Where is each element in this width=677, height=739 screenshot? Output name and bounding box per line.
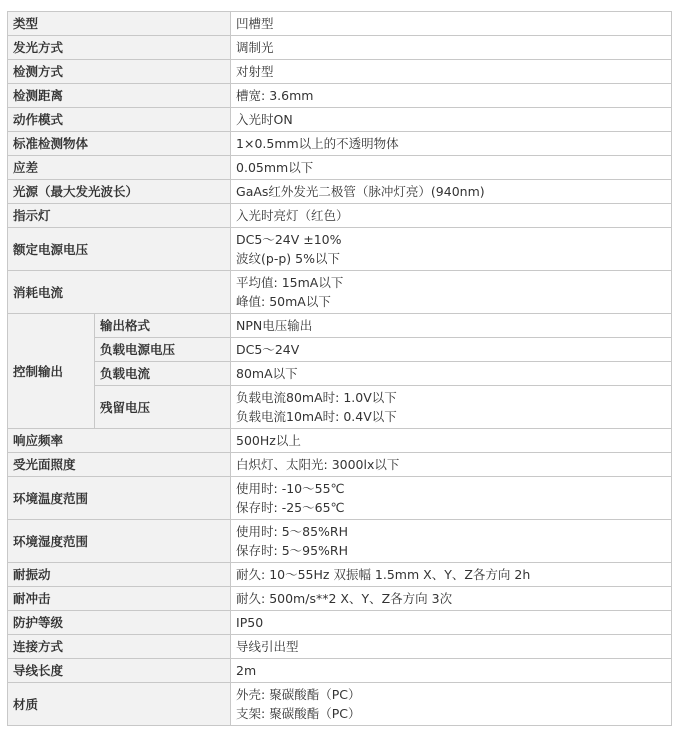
spec-value <box>231 271 672 314</box>
spec-label: 材质 <box>8 683 231 726</box>
spec-label: 负载电流 <box>95 362 231 386</box>
spec-value-line: 0.05mm以下 <box>236 160 314 175</box>
spec-row <box>8 683 672 726</box>
spec-row <box>8 108 672 132</box>
spec-value-line: GaAs红外发光二极管（脉冲灯亮）(940nm) <box>236 184 485 199</box>
spec-row <box>8 36 672 60</box>
spec-label: 标准检测物体 <box>8 132 231 156</box>
spec-value <box>231 84 672 108</box>
spec-row <box>8 563 672 587</box>
spec-label: 负载电源电压 <box>95 338 231 362</box>
spec-label: 输出格式 <box>95 314 231 338</box>
spec-value <box>231 587 672 611</box>
spec-value <box>231 659 672 683</box>
spec-row <box>8 84 672 108</box>
spec-value <box>231 12 672 36</box>
spec-label: 残留电压 <box>95 386 231 429</box>
spec-value <box>231 338 672 362</box>
spec-value <box>231 156 672 180</box>
spec-row <box>8 520 672 563</box>
spec-value <box>231 108 672 132</box>
spec-label: 类型 <box>8 12 231 36</box>
spec-label: 检测距离 <box>8 84 231 108</box>
spec-value <box>231 477 672 520</box>
spec-value-line: 80mA以下 <box>236 366 298 381</box>
spec-value-line: 波纹(p-p) 5%以下 <box>236 251 340 266</box>
spec-row <box>8 228 672 271</box>
spec-value-line: 支架: 聚碳酸酯（PC） <box>236 706 361 721</box>
spec-value-line: 白炽灯、太阳光: 3000lx以下 <box>236 457 400 472</box>
spec-row <box>8 314 672 338</box>
spec-label: 连接方式 <box>8 635 231 659</box>
spec-label: 耐冲击 <box>8 587 231 611</box>
spec-value <box>231 132 672 156</box>
spec-label: 消耗电流 <box>8 271 231 314</box>
spec-label: 环境湿度范围 <box>8 520 231 563</box>
spec-value-line: 导线引出型 <box>236 639 299 654</box>
spec-value <box>231 520 672 563</box>
spec-row <box>8 204 672 228</box>
spec-table-body <box>8 12 672 726</box>
spec-label: 环境温度范围 <box>8 477 231 520</box>
spec-value-line: 外壳: 聚碳酸酯（PC） <box>236 687 361 702</box>
spec-label: 防护等级 <box>8 611 231 635</box>
spec-value <box>231 228 672 271</box>
spec-value-line: 峰值: 50mA以下 <box>236 294 331 309</box>
spec-value-line: 保存时: 5～95%RH <box>236 543 349 558</box>
spec-value <box>231 453 672 477</box>
spec-value <box>231 635 672 659</box>
spec-value-line: IP50 <box>236 615 264 630</box>
spec-value-line: 槽宽: 3.6mm <box>236 88 314 103</box>
spec-row <box>8 132 672 156</box>
spec-value-line: 1×0.5mm以上的不透明物体 <box>236 136 399 151</box>
spec-label: 应差 <box>8 156 231 180</box>
spec-value <box>231 362 672 386</box>
spec-value <box>231 563 672 587</box>
spec-row <box>8 60 672 84</box>
spec-value-line: 入光时亮灯（红色） <box>236 208 349 223</box>
spec-value-line: 500Hz以上 <box>236 433 301 448</box>
spec-row <box>8 156 672 180</box>
spec-value-line: 使用时: -10～55℃ <box>236 481 345 496</box>
spec-value-line: 负载电流10mA时: 0.4V以下 <box>236 409 397 424</box>
spec-value-line: 凹槽型 <box>236 16 274 31</box>
spec-row <box>8 635 672 659</box>
spec-value <box>231 429 672 453</box>
spec-value <box>231 36 672 60</box>
spec-row <box>8 386 672 429</box>
spec-value <box>231 611 672 635</box>
spec-value-line: NPN电压输出 <box>236 318 313 333</box>
spec-label: 响应频率 <box>8 429 231 453</box>
spec-row <box>8 338 672 362</box>
spec-label: 光源（最大发光波长） <box>8 180 231 204</box>
spec-row <box>8 180 672 204</box>
spec-value <box>231 180 672 204</box>
spec-label: 导线长度 <box>8 659 231 683</box>
spec-group-label: 控制输出 <box>8 314 95 429</box>
spec-value-line: 使用时: 5～85%RH <box>236 524 349 539</box>
spec-label: 发光方式 <box>8 36 231 60</box>
spec-row <box>8 611 672 635</box>
spec-label: 指示灯 <box>8 204 231 228</box>
spec-value <box>231 314 672 338</box>
spec-row <box>8 362 672 386</box>
spec-value-line: DC5～24V <box>236 342 300 357</box>
spec-value <box>231 204 672 228</box>
spec-value-line: 耐久: 10～55Hz 双振幅 1.5mm X、Y、Z各方向 2h <box>236 567 531 582</box>
spec-row <box>8 587 672 611</box>
spec-value <box>231 386 672 429</box>
spec-value-line: 调制光 <box>236 40 274 55</box>
spec-value-line: 入光时ON <box>236 112 293 127</box>
spec-value-line: 保存时: -25～65℃ <box>236 500 345 515</box>
spec-row <box>8 477 672 520</box>
spec-row <box>8 453 672 477</box>
spec-label: 动作模式 <box>8 108 231 132</box>
spec-label: 受光面照度 <box>8 453 231 477</box>
spec-row <box>8 659 672 683</box>
spec-value-line: 对射型 <box>236 64 274 79</box>
spec-value-line: 平均值: 15mA以下 <box>236 275 344 290</box>
spec-value-line: DC5～24V ±10% <box>236 232 342 247</box>
spec-value-line: 耐久: 500m/s**2 X、Y、Z各方向 3次 <box>236 591 453 606</box>
spec-value-line: 2m <box>236 663 257 678</box>
spec-label: 耐振动 <box>8 563 231 587</box>
spec-row <box>8 429 672 453</box>
spec-table <box>7 11 672 726</box>
spec-value <box>231 683 672 726</box>
spec-label: 额定电源电压 <box>8 228 231 271</box>
spec-value <box>231 60 672 84</box>
spec-row <box>8 271 672 314</box>
spec-label: 检测方式 <box>8 60 231 84</box>
spec-value-line: 负载电流80mA时: 1.0V以下 <box>236 390 397 405</box>
spec-row <box>8 12 672 36</box>
